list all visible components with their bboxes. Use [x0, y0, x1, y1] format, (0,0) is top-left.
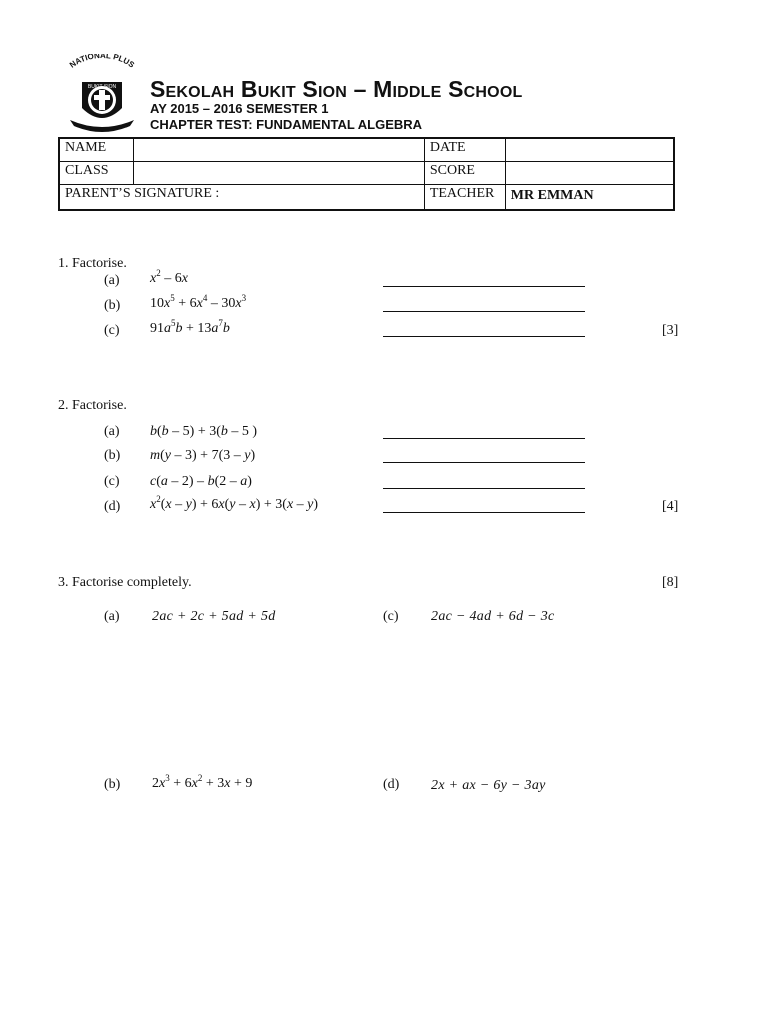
- q2-marks: [4]: [662, 499, 679, 514]
- q2c-label: (c): [104, 474, 120, 489]
- svg-text:NATIONAL PLUS: [68, 54, 137, 70]
- q3a-expression: 2ac + 2c + 5ad + 5d: [152, 609, 276, 624]
- q3b-label: (b): [104, 777, 121, 792]
- q3-title: 3. Factorise completely.: [58, 575, 192, 590]
- q2d-label: (d): [104, 499, 121, 514]
- q1b-label: (b): [104, 298, 121, 313]
- logo-inner-text: BUKIT SION: [87, 84, 117, 90]
- school-name: Sekolah Bukit Sion – Middle School: [150, 76, 523, 102]
- class-field[interactable]: [133, 162, 424, 185]
- date-label: DATE: [424, 138, 505, 162]
- q2b-answer-line[interactable]: [383, 462, 585, 463]
- name-label: NAME: [59, 138, 133, 162]
- chapter-title: CHAPTER TEST: FUNDAMENTAL ALGEBRA: [150, 117, 423, 132]
- q3a-label: (a): [104, 609, 120, 624]
- academic-year: AY 2015 – 2016 SEMESTER 1: [150, 101, 329, 116]
- q1-marks: [3]: [662, 323, 679, 338]
- q1-title: 1. Factorise.: [58, 256, 127, 271]
- logo-top-text: NATIONAL PLUS: [67, 54, 137, 70]
- q2c-expression: c(a – 2) – b(2 – a): [150, 474, 252, 489]
- student-info-table: [58, 137, 675, 211]
- q1a-answer-line[interactable]: [383, 286, 585, 287]
- q2-title: 2. Factorise.: [58, 398, 127, 413]
- teacher-label: TEACHER: [424, 185, 505, 211]
- class-label: CLASS: [59, 162, 133, 185]
- school-logo: [56, 54, 148, 138]
- q3c-expression: 2ac − 4ad + 6d − 3c: [431, 609, 555, 624]
- q2c-answer-line[interactable]: [383, 488, 585, 489]
- q2b-expression: m(y – 3) + 7(3 – y): [150, 448, 256, 463]
- score-label: SCORE: [424, 162, 505, 185]
- q2d-expression: $x^2(x - y) + 6x(y - x) + 3(x - y)$: [150, 494, 319, 512]
- q2d-answer-line[interactable]: [383, 512, 585, 513]
- q1c-expression: $91a^5b + 13a^7b$: [150, 318, 230, 336]
- teacher-value: MR EMMAN: [505, 185, 674, 211]
- q1c-label: (c): [104, 323, 120, 338]
- q1a-expression: $x^2 - 6x$: [150, 268, 188, 286]
- q3-marks: [8]: [662, 575, 679, 590]
- score-field[interactable]: [505, 162, 674, 185]
- q3d-label: (d): [383, 777, 400, 792]
- name-field[interactable]: [133, 138, 424, 162]
- q2a-answer-line[interactable]: [383, 438, 585, 439]
- q1b-expression: $10x^5 + 6x^4 - 30x^3$: [150, 293, 247, 311]
- q1a-label: (a): [104, 273, 120, 288]
- q3d-expression: 2x + ax − 6y − 3ay: [431, 778, 546, 793]
- date-field[interactable]: [505, 138, 674, 162]
- signature-label[interactable]: PARENT’S SIGNATURE :: [59, 185, 424, 211]
- q2b-label: (b): [104, 448, 121, 463]
- q1c-answer-line[interactable]: [383, 336, 585, 337]
- q1b-answer-line[interactable]: [383, 311, 585, 312]
- q2a-expression: b(b – 5) + 3(b – 5 ): [150, 424, 258, 439]
- q2a-label: (a): [104, 424, 120, 439]
- q3b-expression: $2x^3 + 6x^2 + 3x + 9$: [152, 773, 253, 791]
- q3c-label: (c): [383, 609, 399, 624]
